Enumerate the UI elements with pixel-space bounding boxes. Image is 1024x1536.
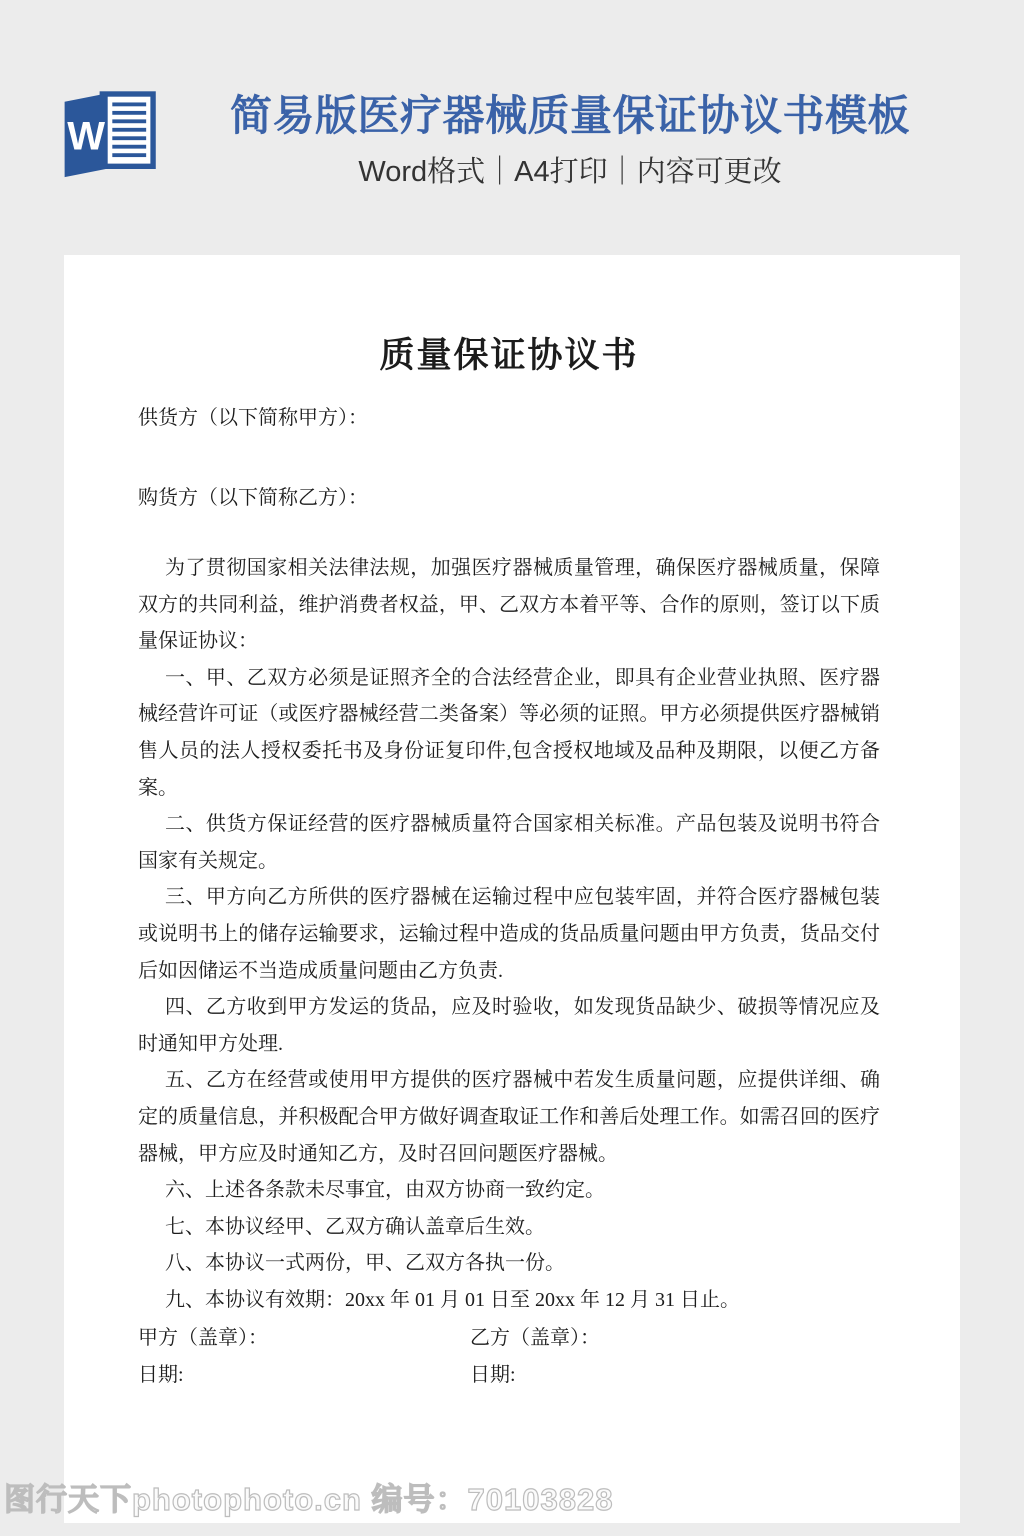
contract-clause-1: 一、甲、乙双方必须是证照齐全的合法经营企业，即具有企业营业执照、医疗器械经营许可证（或医疗器械经营二类备案）等必须的证照。甲方必须提供医疗器械销售人员的法人授权委托书及身份证复印件,包含授权地域及品种及期限，以便乙方备案。 — [138, 666, 880, 799]
party-block — [138, 400, 880, 517]
template-title: 简易版医疗器械质量保证协议书模板 — [229, 92, 910, 139]
contract-clause-8: 八、本协议一式两份，甲、乙双方各执一份。 — [165, 1252, 565, 1275]
header-text-block — [225, 90, 915, 190]
signature-block — [138, 1320, 880, 1394]
document-page — [64, 255, 960, 1523]
contract-clause-5: 五、乙方在经营或使用甲方提供的医疗器械中若发生质量问题，应提供详细、确定的质量信息，并积极配合甲方做好调查取证工作和善后处理工作。如需召回的医疗器械，甲方应及时通知乙方，及时召回问题医疗器械。 — [138, 1069, 880, 1165]
party-a-date-label: 日期: — [138, 1364, 184, 1387]
site-watermark: 图行天下photophoto.cn 编号：70103828 — [4, 1482, 614, 1517]
contract-clause-9: 九、本协议有效期：20xx 年 01 月 01 日至 20xx 年 12 月 31 日止。 — [165, 1288, 740, 1311]
contract-body — [138, 550, 880, 1318]
contract-clause-6: 六、上述各条款未尽事宜，由双方协商一致约定。 — [165, 1179, 605, 1202]
party-supplier-line: 供货方（以下简称甲方）： — [138, 407, 368, 429]
contract-clause-2: 二、供货方保证经营的医疗器械质量符合国家相关标准。产品包装及说明书符合国家有关规定。 — [138, 813, 880, 872]
document-title: 质量保证协议书 — [379, 336, 639, 375]
template-subtitle: Word格式｜A4打印｜内容可更改 — [358, 156, 782, 188]
contract-preamble: 为了贯彻国家相关法律法规，加强医疗器械质量管理，确保医疗器械质量，保障双方的共同利益，维护消费者权益，甲、乙双方本着平等、合作的原则，签订以下质量保证协议： — [138, 557, 880, 653]
word-file-icon — [60, 84, 160, 184]
word-icon-graphic — [60, 84, 160, 184]
signature-party-b — [470, 1320, 600, 1394]
contract-clause-7: 七、本协议经甲、乙双方确认盖章后生效。 — [165, 1215, 545, 1238]
contract-clause-4: 四、乙方收到甲方发运的货品，应及时验收，如发现货品缺少、破损等情况应及时通知甲方处理. — [138, 996, 880, 1055]
party-a-seal-label: 甲方（盖章）： — [138, 1327, 268, 1350]
template-header — [0, 0, 1024, 255]
contract-clause-3: 三、甲方向乙方所供的医疗器械在运输过程中应包装牢固，并符合医疗器械包装或说明书上的储存运输要求，运输过程中造成的货品质量问题由甲方负责，货品交付后如因储运不当造成质量问题由乙方负责. — [138, 886, 880, 982]
party-b-date-label: 日期: — [470, 1364, 516, 1387]
word-icon-letter: W — [67, 114, 106, 159]
party-b-seal-label: 乙方（盖章）： — [470, 1327, 600, 1350]
signature-party-a — [138, 1320, 470, 1394]
party-buyer-line: 购货方（以下简称乙方）： — [138, 487, 368, 509]
